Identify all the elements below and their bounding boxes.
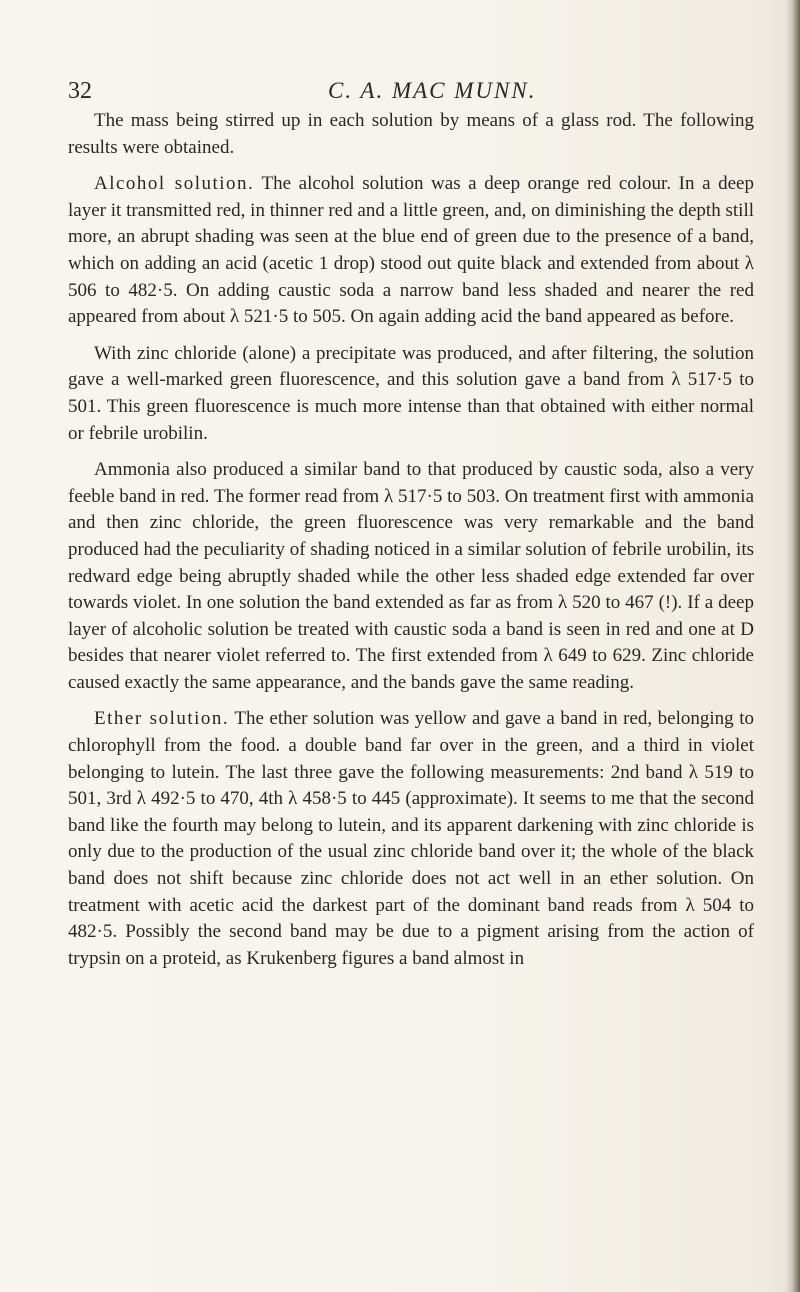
paragraph-alcohol-solution [68, 171, 754, 331]
paragraph-text: Ammonia also produced a similar band to that produced by caustic soda, also a very feeble band in red. The former read from λ 517·5 to 503. On treatment first with ammonia and then zinc chloride, the green fluorescence was very remarkable and the band produced had the peculiarity of shading noticed in a similar solution of febrile urobilin, its redward edge being abruptly shaded while the other less shaded edge extended far over towards violet. In one solution the band extended as far as from λ 520 to 467 (!). If a deep layer of alcoholic solution be treated with caustic soda a band is seen in red and one at D besides that nearer violet referred to. The first extended from λ 649 to 629. Zinc chloride caused exactly the same appearance, and the bands gave the same reading. [68, 459, 754, 693]
paragraph-text: The ether solution was yellow and gave a band in red, belonging to chlorophyll from the food. a double band far over in the green, and a third in violet belonging to lutein. The last three gave the following measurements: 2nd band λ 519 to 501, 3rd λ 492·5 to 470, 4th λ 458·5 to 445 (approximate). It seems to me that the second band like the fourth may belong to lutein, and its apparent darkening with zinc chloride is only due to the production of the usual zinc chloride band over it; the whole of the black band does not shift because zinc chloride does not act well in an ether solution. On treatment with acetic acid the darkest part of the dominant band reads from λ 504 to 482·5. Possibly the second band may be due to a pigment arising from the action of trypsin on a proteid, as Krukenberg figures a band almost in [68, 708, 754, 969]
page-edge-shadow [786, 0, 800, 1292]
page-number: 32 [68, 78, 92, 104]
paragraph-ether-solution [68, 706, 754, 972]
section-lead: Alcohol solution. [94, 173, 255, 195]
paragraph-text: The mass being stirred up in each solution by means of a glass rod. The following results were obtained. [68, 110, 754, 158]
paragraph-intro [68, 108, 754, 161]
body-text [68, 108, 754, 982]
paragraph-text: With zinc chloride (alone) a precipitate was produced, and after filtering, the solution gave a well-marked green fluorescence, and this solution gave a band from λ 517·5 to 501. This green fluorescence is much more intense than that obtained with either normal or febrile urobilin. [68, 342, 754, 444]
paragraph-ammonia [68, 457, 754, 696]
paragraph-zinc-chloride [68, 341, 754, 447]
paragraph-text: The alcohol solution was a deep orange red colour. In a deep layer it transmitted red, in thinner red and a little green, and, on diminishing the depth still more, an abrupt shading was seen at the blue end of green due to the presence of a band, which on adding an acid (acetic 1 drop) stood out quite black and extended from about λ 506 to 482·5. On adding caustic soda a narrow band less shaded and nearer the red appeared from about λ 521·5 to 505. On again adding acid the band appeared as before. [68, 173, 754, 328]
running-head: C. A. MAC MUNN. [328, 78, 537, 103]
section-lead: Ether solution. [94, 708, 230, 730]
